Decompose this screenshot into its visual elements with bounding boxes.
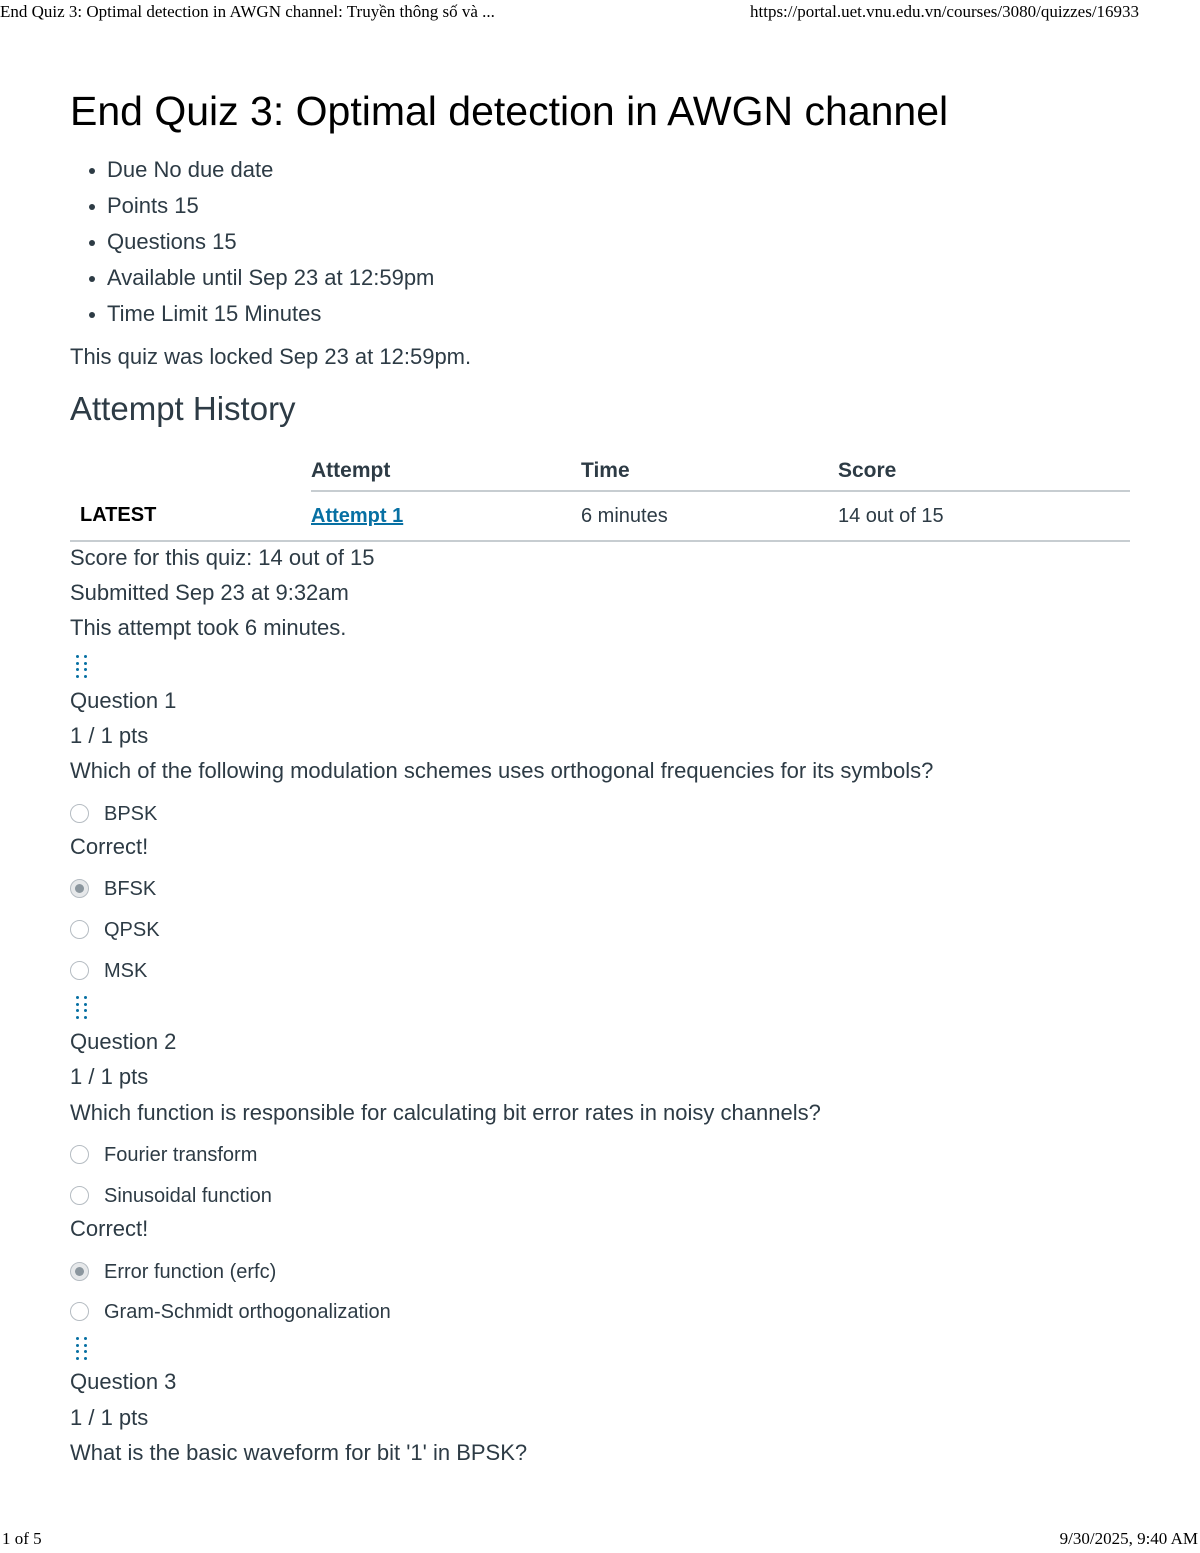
- question-1-title: Question 1: [70, 688, 177, 713]
- radio-button-selected: [70, 879, 89, 898]
- drag-handle-icon[interactable]: [76, 655, 88, 679]
- radio-button: [70, 961, 89, 980]
- correct-label: Correct!: [70, 834, 149, 859]
- print-page-url: https://portal.uet.vnu.edu.vn/courses/3080/quizzes/16933: [750, 2, 1140, 21]
- question-3-points: 1 / 1 pts: [70, 1405, 149, 1430]
- radio-button: [70, 1186, 89, 1205]
- question-3-text: What is the basic waveform for bit '1' in BPSK?: [70, 1440, 528, 1465]
- drag-handle-icon[interactable]: [76, 996, 88, 1020]
- column-header-attempt: Attempt: [311, 452, 581, 491]
- drag-handle-icon[interactable]: [76, 1337, 88, 1361]
- answer-label: Sinusoidal function: [104, 1185, 272, 1207]
- column-header-time: Time: [581, 452, 838, 491]
- lock-notice: This quiz was locked Sep 23 at 12:59pm.: [70, 344, 472, 369]
- question-1-text: Which of the following modulation schemes uses orthogonal frequencies for its symbols?: [70, 758, 934, 783]
- quiz-due-date: Due No due date: [70, 152, 434, 188]
- attempt-history-heading: Attempt History: [70, 390, 296, 427]
- radio-button: [70, 1145, 89, 1164]
- submitted-time: Submitted Sep 23 at 9:32am: [70, 580, 349, 605]
- attempt-duration: This attempt took 6 minutes.: [70, 615, 347, 640]
- quiz-details-list: [70, 152, 434, 332]
- attempt-cell: [311, 491, 581, 541]
- attempt-link[interactable]: Attempt 1: [311, 504, 404, 527]
- page-title: End Quiz 3: Optimal detection in AWGN channel: [70, 88, 949, 134]
- answer-label: Gram-Schmidt orthogonalization: [104, 1301, 391, 1323]
- radio-button-selected: [70, 1262, 89, 1281]
- radio-button: [70, 920, 89, 939]
- print-footer: [0, 1529, 1200, 1553]
- latest-tag: LATEST: [70, 491, 311, 541]
- attempt-history-table: [70, 452, 1130, 542]
- table-row: [70, 491, 1130, 541]
- question-2-title: Question 2: [70, 1029, 177, 1054]
- question-3-title: Question 3: [70, 1369, 177, 1394]
- quiz-time-limit: Time Limit 15 Minutes: [70, 296, 434, 332]
- quiz-available-until: Available until Sep 23 at 12:59pm: [70, 260, 434, 296]
- correct-label: Correct!: [70, 1216, 149, 1241]
- attempt-score: 14 out of 15: [838, 491, 1130, 541]
- quiz-score: Score for this quiz: 14 out of 15: [70, 545, 375, 570]
- print-header: [0, 2, 1200, 26]
- print-datetime: 9/30/2025, 9:40 AM: [1059, 1529, 1198, 1548]
- question-2-points: 1 / 1 pts: [70, 1064, 149, 1089]
- radio-button: [70, 1302, 89, 1321]
- radio-button: [70, 804, 89, 823]
- column-header-score: Score: [838, 452, 1130, 491]
- quiz-question-count: Questions 15: [70, 224, 434, 260]
- print-page-title: End Quiz 3: Optimal detection in AWGN channel: Truyền thông số và ...: [0, 2, 495, 21]
- question-2-text: Which function is responsible for calculating bit error rates in noisy channels?: [70, 1100, 821, 1125]
- table-header-row: [70, 452, 1130, 491]
- answer-label: Error function (erfc): [104, 1261, 277, 1283]
- answer-label: MSK: [104, 960, 148, 982]
- quiz-points: Points 15: [70, 188, 434, 224]
- page-number: 1 of 5: [2, 1529, 42, 1548]
- attempt-time: 6 minutes: [581, 491, 838, 541]
- answer-label: Fourier transform: [104, 1144, 258, 1166]
- answer-label: QPSK: [104, 919, 160, 941]
- question-1-points: 1 / 1 pts: [70, 723, 149, 748]
- answer-label: BPSK: [104, 803, 158, 825]
- answer-label: BFSK: [104, 878, 157, 900]
- column-header-blank: [70, 452, 311, 491]
